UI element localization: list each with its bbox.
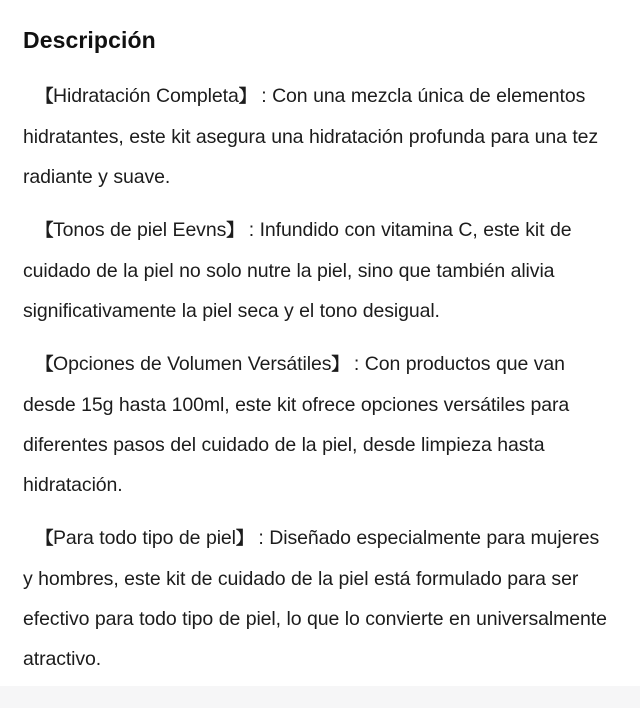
bracket-close-icon: 】 bbox=[226, 221, 244, 241]
list-item bbox=[23, 518, 610, 679]
bracket-close-icon: 】 bbox=[235, 529, 253, 549]
bottom-divider-band bbox=[0, 686, 640, 708]
feature-separator: : bbox=[252, 527, 270, 549]
feature-text: Diseñado especialmente para mujeres y hombres, este kit de cuidado de la piel está formulado para ser efectivo para todo tipo de piel, lo que lo convierte en universalmente atractivo. bbox=[23, 527, 607, 670]
list-item bbox=[23, 344, 610, 505]
feature-list bbox=[23, 76, 610, 679]
feature-text: Con una mezcla única de elementos hidratantes, este kit asegura una hidratación profunda para una tez radiante y suave. bbox=[23, 85, 599, 188]
feature-text: Infundido con vitamina C, este kit de cuidado de la piel no solo nutre la piel, sino que también alivia significativamente la piel seca y el tono desigual. bbox=[23, 219, 572, 322]
bracket-close-icon: 】 bbox=[331, 355, 349, 375]
bracket-close-icon: 】 bbox=[238, 87, 256, 107]
feature-tag: Tonos de piel Eevns bbox=[53, 219, 227, 241]
list-item bbox=[23, 76, 610, 197]
feature-text: Con productos que van desde 15g hasta 100ml, este kit ofrece opciones versátiles para diferentes pasos del cuidado de la piel, desde limpieza hasta hidratación. bbox=[23, 353, 570, 496]
feature-separator: : bbox=[243, 219, 260, 241]
bracket-open-icon: 【 bbox=[36, 529, 53, 549]
list-item bbox=[23, 210, 610, 331]
feature-tag: Hidratación Completa bbox=[53, 85, 239, 107]
bracket-open-icon: 【 bbox=[36, 87, 53, 107]
feature-tag: Para todo tipo de piel bbox=[53, 527, 236, 549]
bracket-open-icon: 【 bbox=[36, 221, 53, 241]
feature-separator: : bbox=[255, 85, 273, 107]
feature-separator: : bbox=[348, 353, 365, 375]
feature-tag: Opciones de Volumen Versátiles bbox=[53, 353, 332, 375]
bracket-open-icon: 【 bbox=[36, 355, 53, 375]
page-title: Descripción bbox=[23, 27, 156, 53]
